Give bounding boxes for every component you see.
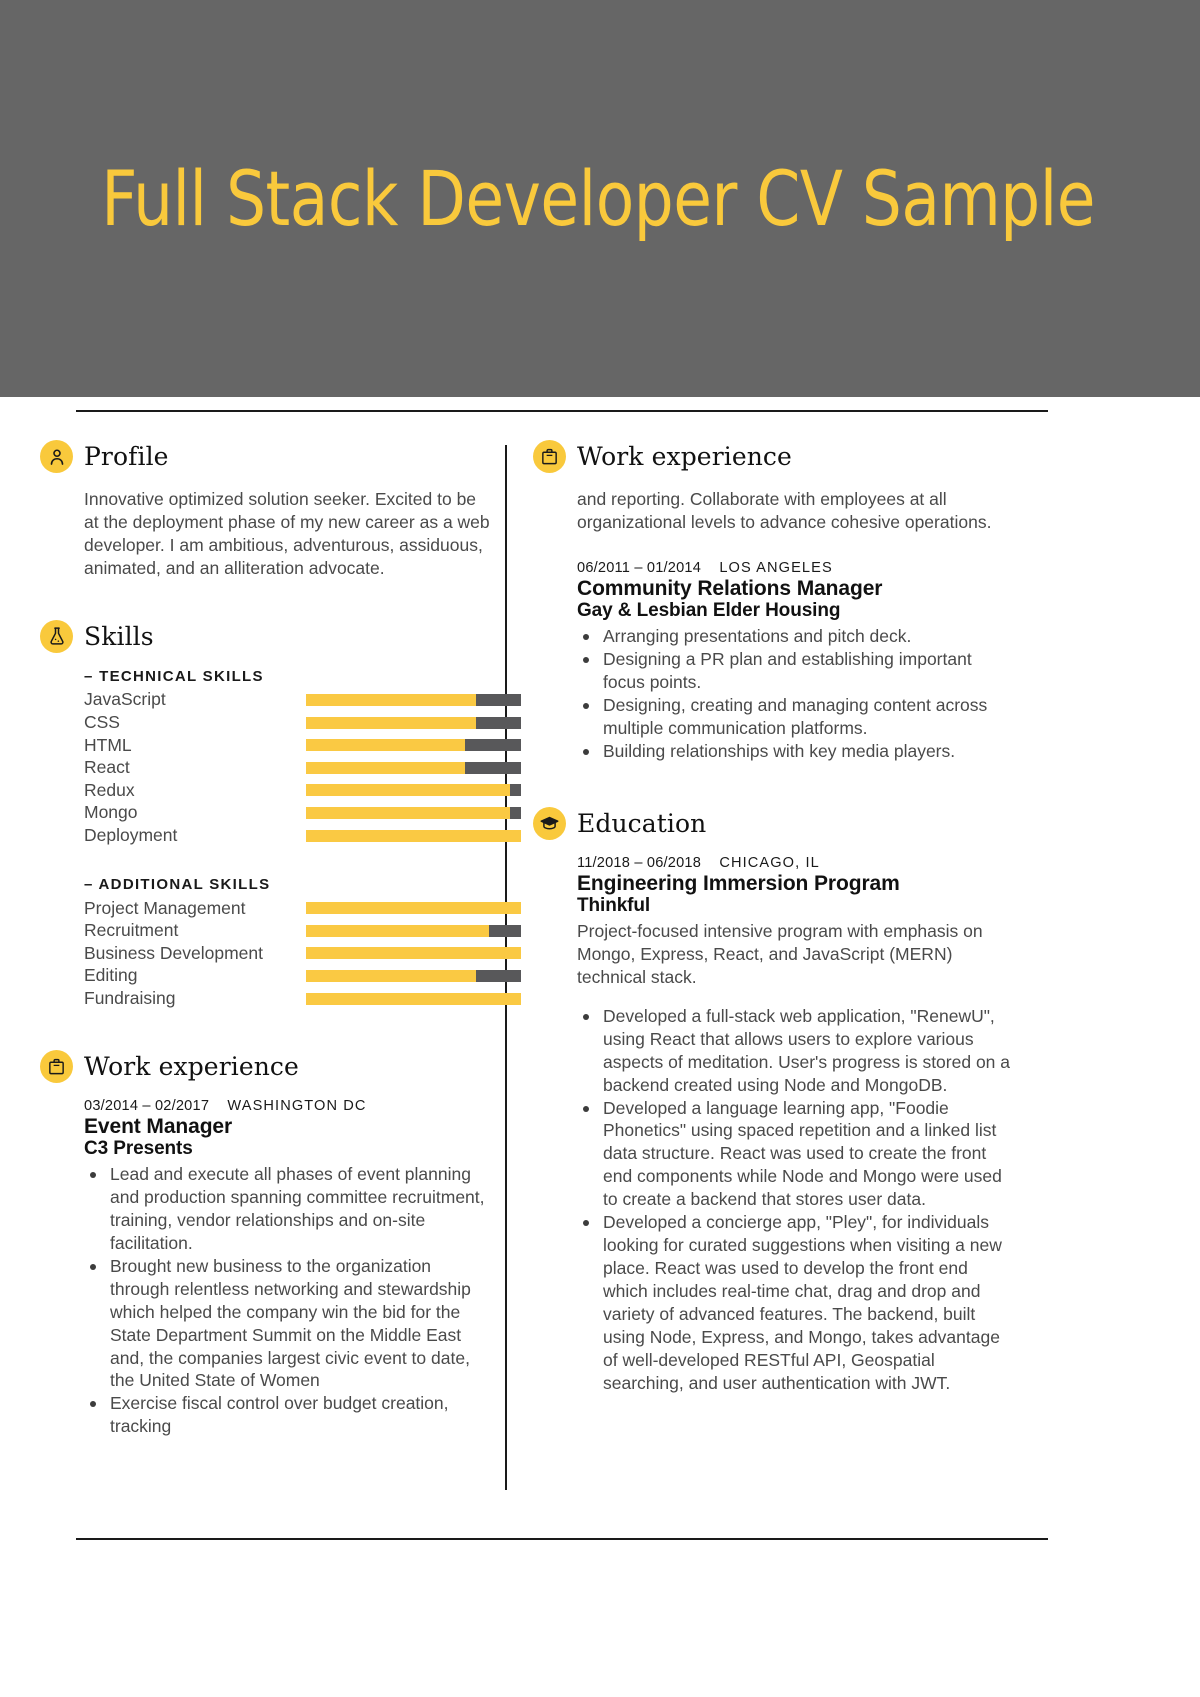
- skill-bar: [306, 739, 521, 751]
- skill-name: Business Development: [84, 942, 263, 963]
- skill-row: [84, 824, 495, 847]
- skill-bar: [306, 970, 521, 982]
- spacer: [40, 1010, 495, 1050]
- job-location: LOS ANGELES: [719, 559, 833, 576]
- profile-heading: Profile: [84, 442, 169, 471]
- section-work-experience-left: [40, 1050, 495, 1438]
- section-skills: [40, 620, 495, 1010]
- profile-text: Innovative optimized solution seeker. Excited to be at the deployment phase of my new career as a web developer. I am ambitious, adventurous, assiduous, animated, and an alliteration advocate.: [84, 489, 490, 578]
- education-meta: [577, 855, 1017, 871]
- cv-body: [0, 440, 1200, 1520]
- list-item: Developed a concierge app, "Pley", for individuals looking for curated suggestions when visiting a new place. React was used to develop the front end which includes real-time chat, drag and drop and variety of advanced features. The backend, built using Node, Express, and Mongo, takes advantage of well-developed RESTful API, Geospatial searching, and user authentication with JWT.: [577, 1211, 1017, 1394]
- job-location: WASHINGTON DC: [227, 1097, 367, 1114]
- education-title: Engineering Immersion Program: [577, 871, 900, 895]
- skill-bar: [306, 902, 521, 914]
- header-banner: [0, 0, 1200, 397]
- top-divider-rule: [76, 410, 1048, 412]
- skill-group-label-technical: – TECHNICAL SKILLS: [84, 667, 264, 685]
- left-column: [0, 440, 505, 1520]
- skill-name: HTML: [84, 734, 132, 755]
- education-organization: Thinkful: [577, 895, 651, 917]
- job-organization: C3 Presents: [84, 1138, 193, 1160]
- skill-row: [84, 802, 495, 825]
- work-experience-body: [40, 1098, 495, 1438]
- skill-row: [84, 919, 495, 942]
- work-experience-heading: Work experience: [577, 442, 792, 471]
- skill-name: Editing: [84, 965, 138, 986]
- job-meta: [84, 1098, 495, 1114]
- skill-bar: [306, 993, 521, 1005]
- skill-bar: [306, 947, 521, 959]
- skill-row: [84, 779, 495, 802]
- education-entry: [577, 855, 1017, 1395]
- graduation-cap-icon: [533, 807, 566, 840]
- work-experience-continued-text: and reporting. Collaborate with employees at all organizational levels to advance cohesive operations.: [577, 489, 992, 532]
- job-title: Event Manager: [84, 1114, 233, 1138]
- skill-bar: [306, 807, 521, 819]
- skill-name: CSS: [84, 712, 120, 733]
- skill-name: Project Management: [84, 897, 246, 918]
- section-profile: [40, 440, 495, 580]
- briefcase-icon: [533, 440, 566, 473]
- skill-bar: [306, 717, 521, 729]
- education-section-header: [533, 807, 1017, 840]
- skill-row: [84, 987, 495, 1010]
- list-item: Building relationships with key media players.: [577, 740, 1017, 763]
- education-location: CHICAGO, IL: [719, 854, 820, 871]
- skills-body: [40, 668, 495, 1010]
- job-entry: [84, 1098, 495, 1438]
- person-icon: [40, 440, 73, 473]
- skill-name: Recruitment: [84, 920, 179, 941]
- skills-heading: Skills: [84, 621, 154, 651]
- profile-body: [40, 488, 495, 580]
- skill-bar: [306, 762, 521, 774]
- education-heading: Education: [577, 808, 707, 838]
- spacer: [577, 534, 1017, 560]
- job-entry: [577, 560, 1017, 763]
- job-dates: 03/2014 – 02/2017: [84, 1097, 210, 1114]
- list-item: Lead and execute all phases of event planning and production spanning committee recruitment, training, vendor relationships and on-site facilitation.: [84, 1163, 495, 1255]
- spacer: [577, 989, 1017, 1005]
- section-education: [533, 807, 1017, 1395]
- skill-bar: [306, 830, 521, 842]
- flask-icon: [40, 620, 73, 653]
- job-meta: [577, 560, 1017, 576]
- bottom-divider-rule: [76, 1538, 1048, 1540]
- education-dates: 11/2018 – 06/2018: [577, 854, 702, 871]
- page-title: Full Stack Developer CV Sample: [101, 153, 1096, 243]
- skill-bar: [306, 925, 521, 937]
- education-description: Project-focused intensive program with emphasis on Mongo, Express, React, and JavaScript (MERN) technical stack.: [577, 921, 983, 987]
- skill-name: Mongo: [84, 802, 138, 823]
- list-item: Arranging presentations and pitch deck.: [577, 625, 1017, 648]
- skill-row: [84, 756, 495, 779]
- skills-section-header: [40, 620, 495, 653]
- work-experience-heading: Work experience: [84, 1051, 299, 1081]
- education-bullet-list: [577, 1005, 1017, 1395]
- section-work-experience-right: [533, 440, 1017, 763]
- job-title: Community Relations Manager: [577, 576, 883, 600]
- work-experience-body: [533, 488, 1017, 763]
- skill-row: [84, 897, 495, 920]
- skill-name: React: [84, 757, 130, 778]
- list-item: Designing, creating and managing content across multiple communication platforms.: [577, 694, 1017, 740]
- skill-row: [84, 942, 495, 965]
- job-dates: 06/2011 – 01/2014: [577, 559, 702, 576]
- skill-name: JavaScript: [84, 689, 166, 710]
- skill-row: [84, 734, 495, 757]
- skill-name: Fundraising: [84, 988, 176, 1009]
- skill-name: Deployment: [84, 825, 178, 846]
- work-experience-section-header: [533, 440, 1017, 473]
- skill-group-label-additional: – ADDITIONAL SKILLS: [84, 875, 271, 893]
- list-item: Brought new business to the organization through relentless networking and stewardship which helped the company win the bid for the State Department Summit on the Middle East and, the companies largest civic event to date, the United State of Women: [84, 1255, 495, 1393]
- list-item: Exercise fiscal control over budget creation, tracking: [84, 1392, 495, 1438]
- spacer: [533, 767, 1017, 807]
- briefcase-icon: [40, 1050, 73, 1083]
- skill-bar: [306, 784, 521, 796]
- job-organization: Gay & Lesbian Elder Housing: [577, 600, 841, 622]
- education-body: [533, 855, 1017, 1395]
- skill-row: [84, 689, 495, 712]
- spacer: [84, 847, 495, 874]
- skill-row: [84, 965, 495, 988]
- list-item: Developed a full-stack web application, "RenewU", using React that allows users to explore various aspects of meditation. User's progress is stored on a backend created using Node and MongoDB.: [577, 1005, 1017, 1097]
- work-experience-section-header: [40, 1050, 495, 1083]
- profile-section-header: [40, 440, 495, 473]
- job-bullet-list: [84, 1163, 495, 1438]
- spacer: [40, 580, 495, 620]
- right-column: [507, 440, 1027, 1520]
- skill-name: Redux: [84, 779, 135, 800]
- job-bullet-list: [577, 625, 1017, 763]
- list-item: Developed a language learning app, "Foodie Phonetics" using spaced repetition and a linked list data structure. React was used to create the front end components while Node and Mongo were used to create a backend that stores user data.: [577, 1097, 1017, 1212]
- skill-row: [84, 711, 495, 734]
- list-item: Designing a PR plan and establishing important focus points.: [577, 648, 1017, 694]
- skill-bar: [306, 694, 521, 706]
